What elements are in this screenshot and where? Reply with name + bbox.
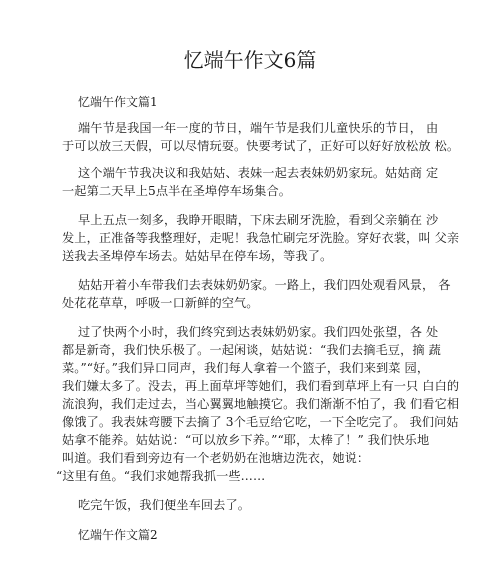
section-heading-1: 忆端午作文篇1 [78,95,158,109]
paragraph-line: 吃完午饭，我们便坐车回去了。 [78,498,251,512]
document-title: 忆端午作文6篇 [183,48,317,72]
paragraph-line: 叫道。我们看到旁边有一个老奶奶在池塘边洗衣，她说： [62,451,370,465]
paragraph-line: 过了快两个小时，我们终究到达表妹奶奶家。我们四处张望，各 处 [78,325,439,339]
paragraph-line: 发上，正准备等我整理好，走呢！我急忙刷完牙洗脸。穿好衣裳，叫 父亲 [62,231,460,245]
paragraph-line: 流浪狗，我们走过去，当心翼翼地触摸它。我们渐渐不怕了，我 们看它相 [62,397,460,411]
paragraph-line: 端午节是我国一年一度的节日，端午节是我们儿童快乐的节日， 由 [78,121,439,135]
paragraph-line: 姑拿不能养。姑姑说：“可以放乡下养。”“耶，太棒了！” 我们快乐地 [62,433,430,447]
paragraph-line: 姑姑开着小车带我们去表妹奶奶家。一路上，我们四处观看风景， 各 [78,278,451,292]
paragraph-line: 这个端午节我决议和我姑姑、表妹一起去表妹奶奶家玩。姑姑商 定 [78,166,439,180]
paragraph-line: “这里有鱼。“我们求她帮我抓一些…… [56,469,266,483]
paragraph-line: 我们嫌太多了。没去，再上面草坪等她们，我们看到草坪上有一只 白白的 [62,379,460,393]
paragraph-line: 像饿了。我表妹弯腰下去摘了 3个毛豆给它吃，一下全吃完了。 我们问姑 [62,415,459,429]
paragraph-line: 送我去圣埠停车场去。姑姑早在停车场，等我了。 [62,249,333,263]
paragraph-line: 早上五点一刻多，我睁开眼睛，下床去刷牙洗脸，看到父亲躺在 沙 [78,213,439,227]
paragraph-line: 都是新奇，我们快乐极了。一起闲谈，姑姑说：“我们去摘毛豆，摘 蔬 [62,343,441,357]
section-heading-2: 忆端午作文篇2 [78,528,158,542]
paragraph-line: 于可以放三天假，可以尽情玩耍。快要考试了，正好可以好好放松放 松。 [62,139,460,153]
paragraph-line: 菜。”“好。”我们异口同声，我们每人拿着一个篮子，我们来到菜 园， [62,361,430,375]
paragraph-line: 一起第二天早上5点半在圣埠停车场集合。 [62,184,292,198]
paragraph-line: 处花花草草，呼吸一口新鲜的空气。 [62,296,259,310]
